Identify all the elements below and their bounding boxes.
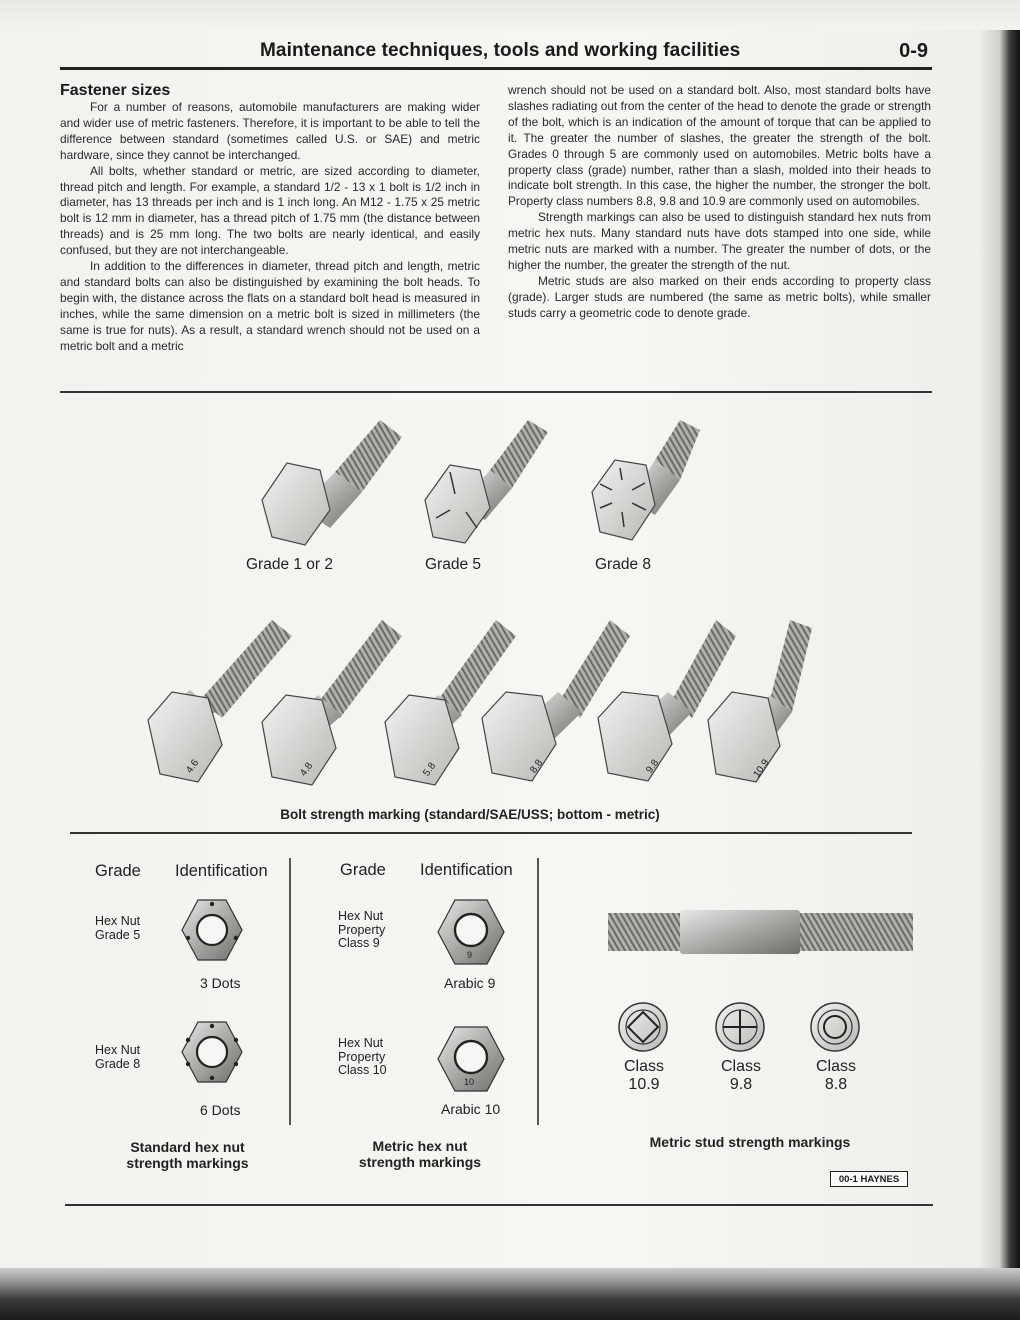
paragraph: For a number of reasons, automobile manufacturers are making wider and wider use of metric fasteners. Therefore, it is important to be able to tell the difference between standard (sometimes called U.S. or SAE) and metric hardware, since they cannot be interchanged. — [60, 100, 480, 162]
metric-row-identification: Arabic 10 — [441, 1101, 501, 1117]
stud-class-9-8: Class 9.8 — [720, 1058, 761, 1093]
bolt-grade-1-2 — [262, 420, 402, 545]
reference-code: 00-1 HAYNES — [830, 1171, 908, 1187]
label-grade-8: Grade 8 — [595, 556, 652, 573]
paragraph: In addition to the differences in diameter, thread pitch and length, metric and standard bolts can also be distinguished by examining the bolt heads. To begin with, the distance across the flats on a standard bolt head is measured in inches, while the same dimension on a metric bolt is sized in millimeters (the same is true for nuts). As a result, a standard wrench should not be used on a metric bolt and a metric — [60, 259, 480, 353]
bolt-figure-caption: Bolt strength marking (standard/SAE/USS; bottom - metric) — [280, 807, 660, 822]
paragraph: Metric studs are also marked on their ends according to property class (grade). Larger studs are numbered (the same as metric bolts), while smaller studs carry a geometric code to denote grade. — [508, 273, 931, 320]
bottom-rule — [65, 1204, 933, 1206]
standard-row-grade: Hex Nut Grade 8 — [95, 1043, 141, 1071]
standard-row-identification: 6 Dots — [200, 1102, 241, 1118]
metric-mark-4-6: 4.6 — [184, 757, 202, 776]
metric-mark-8-8: 8.8 — [528, 757, 546, 776]
standard-row-grade: Hex Nut Grade 5 — [95, 914, 141, 942]
metric-mark-4-8: 4.8 — [298, 760, 316, 779]
metric-row-grade: Hex Nut Property Class 10 — [338, 1036, 387, 1077]
stud-class-8-8: Class 8.8 — [815, 1058, 856, 1093]
metric-nut-stamp: 9 — [467, 950, 473, 960]
metric-identification-header: Identification — [420, 861, 513, 879]
scan-bottom-shadow — [0, 1268, 1020, 1320]
label-grade-5: Grade 5 — [425, 556, 482, 573]
paragraph: wrench should not be used on a standard bolt. Also, most standard bolts have slashes radiating out from the center of the head to denote the grade or strength of the bolt, which is an indication of the amount of torque that can be applied to it. The greater the number of slashes, the greater the strength of the bolt. Grades 0 through 5 are commonly used on automobiles. Metric bolts have a property class (grade) number, rather than a slash, molded into their heads to indicate bolt strength. In this case, the higher the number, the stronger the bolt. Property class numbers 8.8, 9.8 and 10.9 are commonly used on automobiles. — [508, 83, 931, 209]
metric-mark-5-8: 5.8 — [421, 760, 439, 779]
section-title: Fastener sizes — [60, 82, 171, 99]
metric-mark-9-8: 9.8 — [644, 757, 662, 776]
metric-stud — [608, 910, 913, 954]
standard-row-identification: 3 Dots — [200, 975, 241, 991]
ring-icon — [811, 1003, 859, 1051]
bolt-grade-8 — [592, 420, 700, 540]
paragraph: All bolts, whether standard or metric, are sized according to diameter, thread pitch and length. For example, a standard 1/2 - 13 x 1 bolt is 1/2 inch in diameter, has 13 threads per inch and is 1 inch long. An M12 - 1.75 x 25 metric bolt is 12 mm in diameter, has a thread pitch of 1.75 mm (the distance between threads) and is 25 mm long. The two bolts are nearly identical, and easily confused, but they are not interchangeable. — [60, 163, 480, 258]
metric-mark-10-9: 10.9 — [751, 757, 772, 780]
standard-grade-header: Grade — [95, 862, 141, 880]
page-number: 0-9 — [899, 40, 928, 62]
metric-row-grade: Hex Nut Property Class 9 — [338, 909, 386, 950]
metric-row-identification: Arabic 9 — [444, 975, 496, 991]
bolt-grade-5 — [425, 420, 548, 543]
metric-grade-header: Grade — [340, 861, 386, 879]
paragraph: Strength markings can also be used to distinguish standard hex nuts from metric hex nuts. Many standard nuts have dots stamped into one side, while metric nuts are marked with a number. The greater the number of dots, or the higher the number, the greater the strength of the nut. — [508, 210, 931, 272]
standard-nut-caption: Standard hex nut strength markings — [126, 1139, 249, 1171]
standard-identification-header: Identification — [175, 862, 268, 880]
cross-icon — [716, 1003, 764, 1051]
stud-class-10-9: Class 10.9 — [623, 1058, 664, 1093]
metric-nut-stamp: 10 — [464, 1077, 475, 1087]
metric-nut-caption: Metric hex nut strength markings — [358, 1138, 482, 1170]
page-title: Maintenance techniques, tools and working facilities — [260, 40, 741, 61]
hex-nut-6-dots — [182, 1022, 242, 1082]
diamond-icon — [619, 1003, 667, 1051]
stud-caption: Metric stud strength markings — [649, 1134, 851, 1150]
figure-rule — [70, 832, 912, 834]
hex-nut-3-dots — [182, 900, 242, 960]
label-grade-1-2: Grade 1 or 2 — [246, 556, 334, 573]
